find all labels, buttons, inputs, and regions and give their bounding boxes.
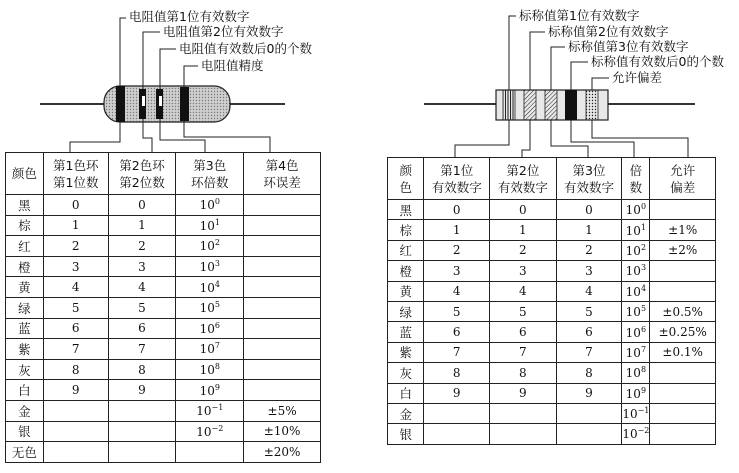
multiplier-cell xyxy=(622,240,650,260)
digit2-cell: 7 xyxy=(490,342,557,362)
power-exponent: 9 xyxy=(640,385,647,395)
header-digit2: 第2位 有效数字 xyxy=(490,158,557,200)
header-band1: 第1色环 第1位数 xyxy=(43,153,108,195)
digit1-cell xyxy=(43,400,108,421)
table-row xyxy=(388,363,716,383)
digit3-cell xyxy=(556,403,622,423)
digit1-cell: 1 xyxy=(424,220,490,240)
table-row xyxy=(6,318,321,339)
color-name: 红 xyxy=(6,236,44,257)
digit1-cell: 1 xyxy=(43,215,108,236)
power-exponent: 7 xyxy=(640,344,647,354)
table-row xyxy=(388,322,716,342)
multiplier-cell xyxy=(622,261,650,281)
table-row xyxy=(6,359,321,380)
label-right-digit2: 标称值第2位有效数字 xyxy=(548,24,669,39)
digit1-cell: 7 xyxy=(43,339,108,360)
digit1-cell: 9 xyxy=(43,380,108,401)
table-row xyxy=(6,421,321,442)
tolerance-cell: ±5% xyxy=(244,400,321,421)
digit1-cell: 4 xyxy=(424,281,490,301)
power-base: 10 xyxy=(625,243,641,258)
tolerance-cell: ±0.1% xyxy=(650,342,716,362)
digit2-cell xyxy=(108,421,176,442)
power-exponent: 8 xyxy=(640,365,647,375)
power-base: 10 xyxy=(622,427,638,442)
digit2-cell: 1 xyxy=(108,215,176,236)
multiplier-cell xyxy=(622,403,650,423)
power-exponent: 2 xyxy=(640,242,647,252)
digit2-cell: 3 xyxy=(490,261,557,281)
digit3-cell: 7 xyxy=(556,342,622,362)
multiplier-cell xyxy=(176,277,244,298)
tolerance-cell xyxy=(650,383,716,403)
multiplier-cell xyxy=(176,195,244,216)
color-name: 黄 xyxy=(6,277,44,298)
power-base: 10 xyxy=(199,383,215,398)
digit1-cell: 6 xyxy=(424,322,490,342)
power-exponent: −2 xyxy=(211,423,224,433)
multiplier-cell xyxy=(622,363,650,383)
digit1-cell: 8 xyxy=(424,363,490,383)
digit1-cell: 5 xyxy=(424,301,490,321)
color-name: 金 xyxy=(388,403,424,423)
multiplier-cell xyxy=(176,359,244,380)
digit1-cell: 0 xyxy=(43,195,108,216)
power-exponent: 5 xyxy=(640,304,647,314)
power-exponent: 8 xyxy=(214,362,220,372)
power-base: 10 xyxy=(625,305,641,320)
multiplier-cell xyxy=(176,236,244,257)
color-name: 绿 xyxy=(6,297,44,318)
digit2-cell: 6 xyxy=(490,322,557,342)
power-exponent: 3 xyxy=(640,263,647,273)
table-row xyxy=(388,200,716,220)
digit2-cell: 1 xyxy=(490,220,557,240)
tolerance-cell xyxy=(650,403,716,423)
digit2-cell: 0 xyxy=(108,195,176,216)
table-row xyxy=(388,261,716,281)
digit2-cell: 6 xyxy=(108,318,176,339)
band-1 xyxy=(503,90,515,120)
multiplier-cell xyxy=(176,400,244,421)
power-exponent: 6 xyxy=(214,320,220,330)
color-name: 橙 xyxy=(388,261,424,281)
multiplier-cell xyxy=(622,424,650,444)
power-base: 10 xyxy=(625,366,641,381)
digit1-cell: 8 xyxy=(43,359,108,380)
multiplier-cell xyxy=(622,220,650,240)
power-exponent: −1 xyxy=(211,403,224,413)
power-base: 10 xyxy=(199,342,215,357)
tolerance-cell xyxy=(244,236,321,257)
digit1-cell xyxy=(43,421,108,442)
multiplier-cell xyxy=(176,297,244,318)
table-row xyxy=(388,424,716,444)
color-name: 银 xyxy=(6,421,44,442)
power-exponent: −1 xyxy=(637,406,650,416)
tolerance-cell: ±1% xyxy=(650,220,716,240)
table-row xyxy=(388,281,716,301)
power-base: 10 xyxy=(622,407,638,422)
digit2-cell xyxy=(108,400,176,421)
power-exponent: 4 xyxy=(214,279,220,289)
digit2-cell: 7 xyxy=(108,339,176,360)
digit2-cell: 4 xyxy=(490,281,557,301)
multiplier-cell xyxy=(622,342,650,362)
power-exponent: 2 xyxy=(214,238,220,248)
color-name: 白 xyxy=(388,383,424,403)
table-row xyxy=(6,380,321,401)
power-base: 10 xyxy=(625,264,641,279)
multiplier-cell xyxy=(176,380,244,401)
multiplier-cell xyxy=(176,215,244,236)
digit3-cell xyxy=(556,424,622,444)
tolerance-cell xyxy=(244,380,321,401)
multiplier-cell xyxy=(176,442,244,463)
five-band-color-table xyxy=(387,157,716,445)
power-base: 10 xyxy=(199,363,215,378)
multiplier-cell xyxy=(176,421,244,442)
digit2-cell: 2 xyxy=(108,236,176,257)
power-exponent: 3 xyxy=(214,259,220,269)
four-band-color-table xyxy=(5,152,321,463)
multiplier-cell xyxy=(176,339,244,360)
digit2-cell: 2 xyxy=(490,240,557,260)
power-base: 10 xyxy=(199,301,215,316)
digit2-cell xyxy=(490,403,557,423)
power-exponent: 7 xyxy=(214,341,220,351)
digit1-cell xyxy=(424,403,490,423)
tolerance-cell: ±0.5% xyxy=(650,301,716,321)
tolerance-cell xyxy=(244,195,321,216)
label-right-multiplier: 标称值有效数后0的个数 xyxy=(591,54,724,69)
color-name: 棕 xyxy=(388,220,424,240)
digit3-cell: 4 xyxy=(556,281,622,301)
label-left-tolerance: 电阻值精度 xyxy=(201,58,264,73)
color-name: 橙 xyxy=(6,256,44,277)
power-exponent: 0 xyxy=(640,202,647,212)
digit1-cell: 3 xyxy=(424,261,490,281)
digit3-cell: 8 xyxy=(556,363,622,383)
digit2-cell: 9 xyxy=(490,383,557,403)
tolerance-cell: ±0.25% xyxy=(650,322,716,342)
header-color: 颜 色 xyxy=(388,158,424,200)
power-base: 10 xyxy=(199,280,215,295)
digit1-cell: 4 xyxy=(43,277,108,298)
power-base: 10 xyxy=(199,260,215,275)
color-name: 紫 xyxy=(6,339,44,360)
tolerance-cell xyxy=(244,215,321,236)
multiplier-cell xyxy=(176,256,244,277)
power-base: 10 xyxy=(196,424,212,439)
power-base: 10 xyxy=(625,203,641,218)
power-exponent: 4 xyxy=(640,283,647,293)
left-resistor xyxy=(40,86,285,122)
color-name: 白 xyxy=(6,380,44,401)
power-exponent: −2 xyxy=(637,426,650,436)
label-left-digit1: 电阻值第1位有效数字 xyxy=(129,9,250,24)
table-row xyxy=(6,195,321,216)
table-row xyxy=(388,403,716,423)
header-multiplier: 第3色 环倍数 xyxy=(176,153,244,195)
table-row xyxy=(388,342,716,362)
color-name: 红 xyxy=(388,240,424,260)
tolerance-cell xyxy=(244,339,321,360)
power-exponent: 0 xyxy=(214,197,220,207)
tolerance-cell xyxy=(650,424,716,444)
multiplier-cell xyxy=(622,301,650,321)
power-exponent: 1 xyxy=(214,217,220,227)
power-base: 10 xyxy=(625,345,641,360)
table-row xyxy=(388,383,716,403)
tolerance-cell xyxy=(244,359,321,380)
tolerance-cell xyxy=(650,261,716,281)
table-row xyxy=(6,339,321,360)
digit1-cell: 7 xyxy=(424,342,490,362)
band-4 xyxy=(565,90,577,120)
tolerance-cell: ±10% xyxy=(244,421,321,442)
color-name: 蓝 xyxy=(388,322,424,342)
digit1-cell: 5 xyxy=(43,297,108,318)
header-digit3: 第3位 有效数字 xyxy=(556,158,622,200)
power-base: 10 xyxy=(199,198,215,213)
multiplier-cell xyxy=(176,318,244,339)
label-left-multiplier: 电阻值有效数后0的个数 xyxy=(179,41,312,56)
digit1-cell: 3 xyxy=(43,256,108,277)
digit2-cell xyxy=(490,424,557,444)
digit1-cell: 0 xyxy=(424,200,490,220)
digit1-cell xyxy=(424,424,490,444)
table-row xyxy=(6,277,321,298)
right-resistor xyxy=(424,90,695,120)
table-row xyxy=(6,442,321,463)
table-row xyxy=(388,220,716,240)
multiplier-cell xyxy=(622,281,650,301)
power-base: 10 xyxy=(625,325,641,340)
color-name: 灰 xyxy=(6,359,44,380)
tolerance-cell xyxy=(650,200,716,220)
color-name: 紫 xyxy=(388,342,424,362)
table-row xyxy=(6,297,321,318)
digit1-cell: 9 xyxy=(424,383,490,403)
tolerance-cell xyxy=(244,318,321,339)
power-exponent: 6 xyxy=(640,324,647,334)
color-name: 黑 xyxy=(388,200,424,220)
digit2-cell: 5 xyxy=(108,297,176,318)
power-base: 10 xyxy=(625,284,641,299)
table-row xyxy=(6,236,321,257)
color-name: 无色 xyxy=(6,442,44,463)
color-name: 蓝 xyxy=(6,318,44,339)
digit3-cell: 0 xyxy=(556,200,622,220)
header-digit1: 第1位 有效数字 xyxy=(424,158,490,200)
label-left-digit2: 电阻值第2位有效数字 xyxy=(163,24,284,39)
power-exponent: 9 xyxy=(214,382,220,392)
multiplier-cell xyxy=(622,383,650,403)
power-base: 10 xyxy=(625,386,641,401)
power-exponent: 1 xyxy=(640,222,647,232)
power-exponent: 5 xyxy=(214,300,220,310)
power-base: 10 xyxy=(199,239,215,254)
power-base: 10 xyxy=(625,223,641,238)
digit1-cell: 2 xyxy=(43,236,108,257)
tolerance-cell xyxy=(650,281,716,301)
digit3-cell: 1 xyxy=(556,220,622,240)
header-tolerance: 允许 偏差 xyxy=(650,158,716,200)
digit2-cell: 8 xyxy=(108,359,176,380)
tolerance-cell: ±20% xyxy=(244,442,321,463)
digit3-cell: 6 xyxy=(556,322,622,342)
digit1-cell: 2 xyxy=(424,240,490,260)
table-row xyxy=(6,215,321,236)
digit2-cell xyxy=(108,442,176,463)
digit3-cell: 9 xyxy=(556,383,622,403)
digit2-cell: 4 xyxy=(108,277,176,298)
digit2-cell: 3 xyxy=(108,256,176,277)
header-multiplier: 倍 数 xyxy=(622,158,650,200)
power-base: 10 xyxy=(196,404,212,419)
tolerance-cell: ±2% xyxy=(650,240,716,260)
label-right-tolerance: 允许偏差 xyxy=(612,70,663,85)
band-2 xyxy=(524,90,536,120)
digit2-cell: 9 xyxy=(108,380,176,401)
color-name: 银 xyxy=(388,424,424,444)
band-5 xyxy=(586,90,598,120)
multiplier-cell xyxy=(622,200,650,220)
digit3-cell: 3 xyxy=(556,261,622,281)
table-row xyxy=(388,240,716,260)
header-tolerance: 第4色 环误差 xyxy=(244,153,321,195)
table-row xyxy=(6,256,321,277)
digit1-cell xyxy=(43,442,108,463)
digit2-cell: 8 xyxy=(490,363,557,383)
multiplier-cell xyxy=(622,322,650,342)
label-right-digit3: 标称值第3位有效数字 xyxy=(568,39,689,54)
digit2-cell: 5 xyxy=(490,301,557,321)
color-name: 黄 xyxy=(388,281,424,301)
table-row xyxy=(388,301,716,321)
color-name: 灰 xyxy=(388,363,424,383)
power-base: 10 xyxy=(199,218,215,233)
band-3 xyxy=(545,90,557,120)
color-name: 棕 xyxy=(6,215,44,236)
band-4 xyxy=(180,87,189,121)
digit2-cell: 0 xyxy=(490,200,557,220)
header-color: 颜色 xyxy=(6,153,44,195)
color-name: 黑 xyxy=(6,195,44,216)
table-row xyxy=(6,400,321,421)
color-name: 绿 xyxy=(388,301,424,321)
digit1-cell: 6 xyxy=(43,318,108,339)
header-band2: 第2色环 第2位数 xyxy=(108,153,176,195)
color-name: 金 xyxy=(6,400,44,421)
tolerance-cell xyxy=(244,256,321,277)
label-right-digit1: 标称值第1位有效数字 xyxy=(519,8,640,23)
tolerance-cell xyxy=(244,297,321,318)
band-1 xyxy=(116,86,125,122)
tolerance-cell xyxy=(244,277,321,298)
digit3-cell: 5 xyxy=(556,301,622,321)
digit3-cell: 2 xyxy=(556,240,622,260)
tolerance-cell xyxy=(650,363,716,383)
power-base: 10 xyxy=(199,321,215,336)
